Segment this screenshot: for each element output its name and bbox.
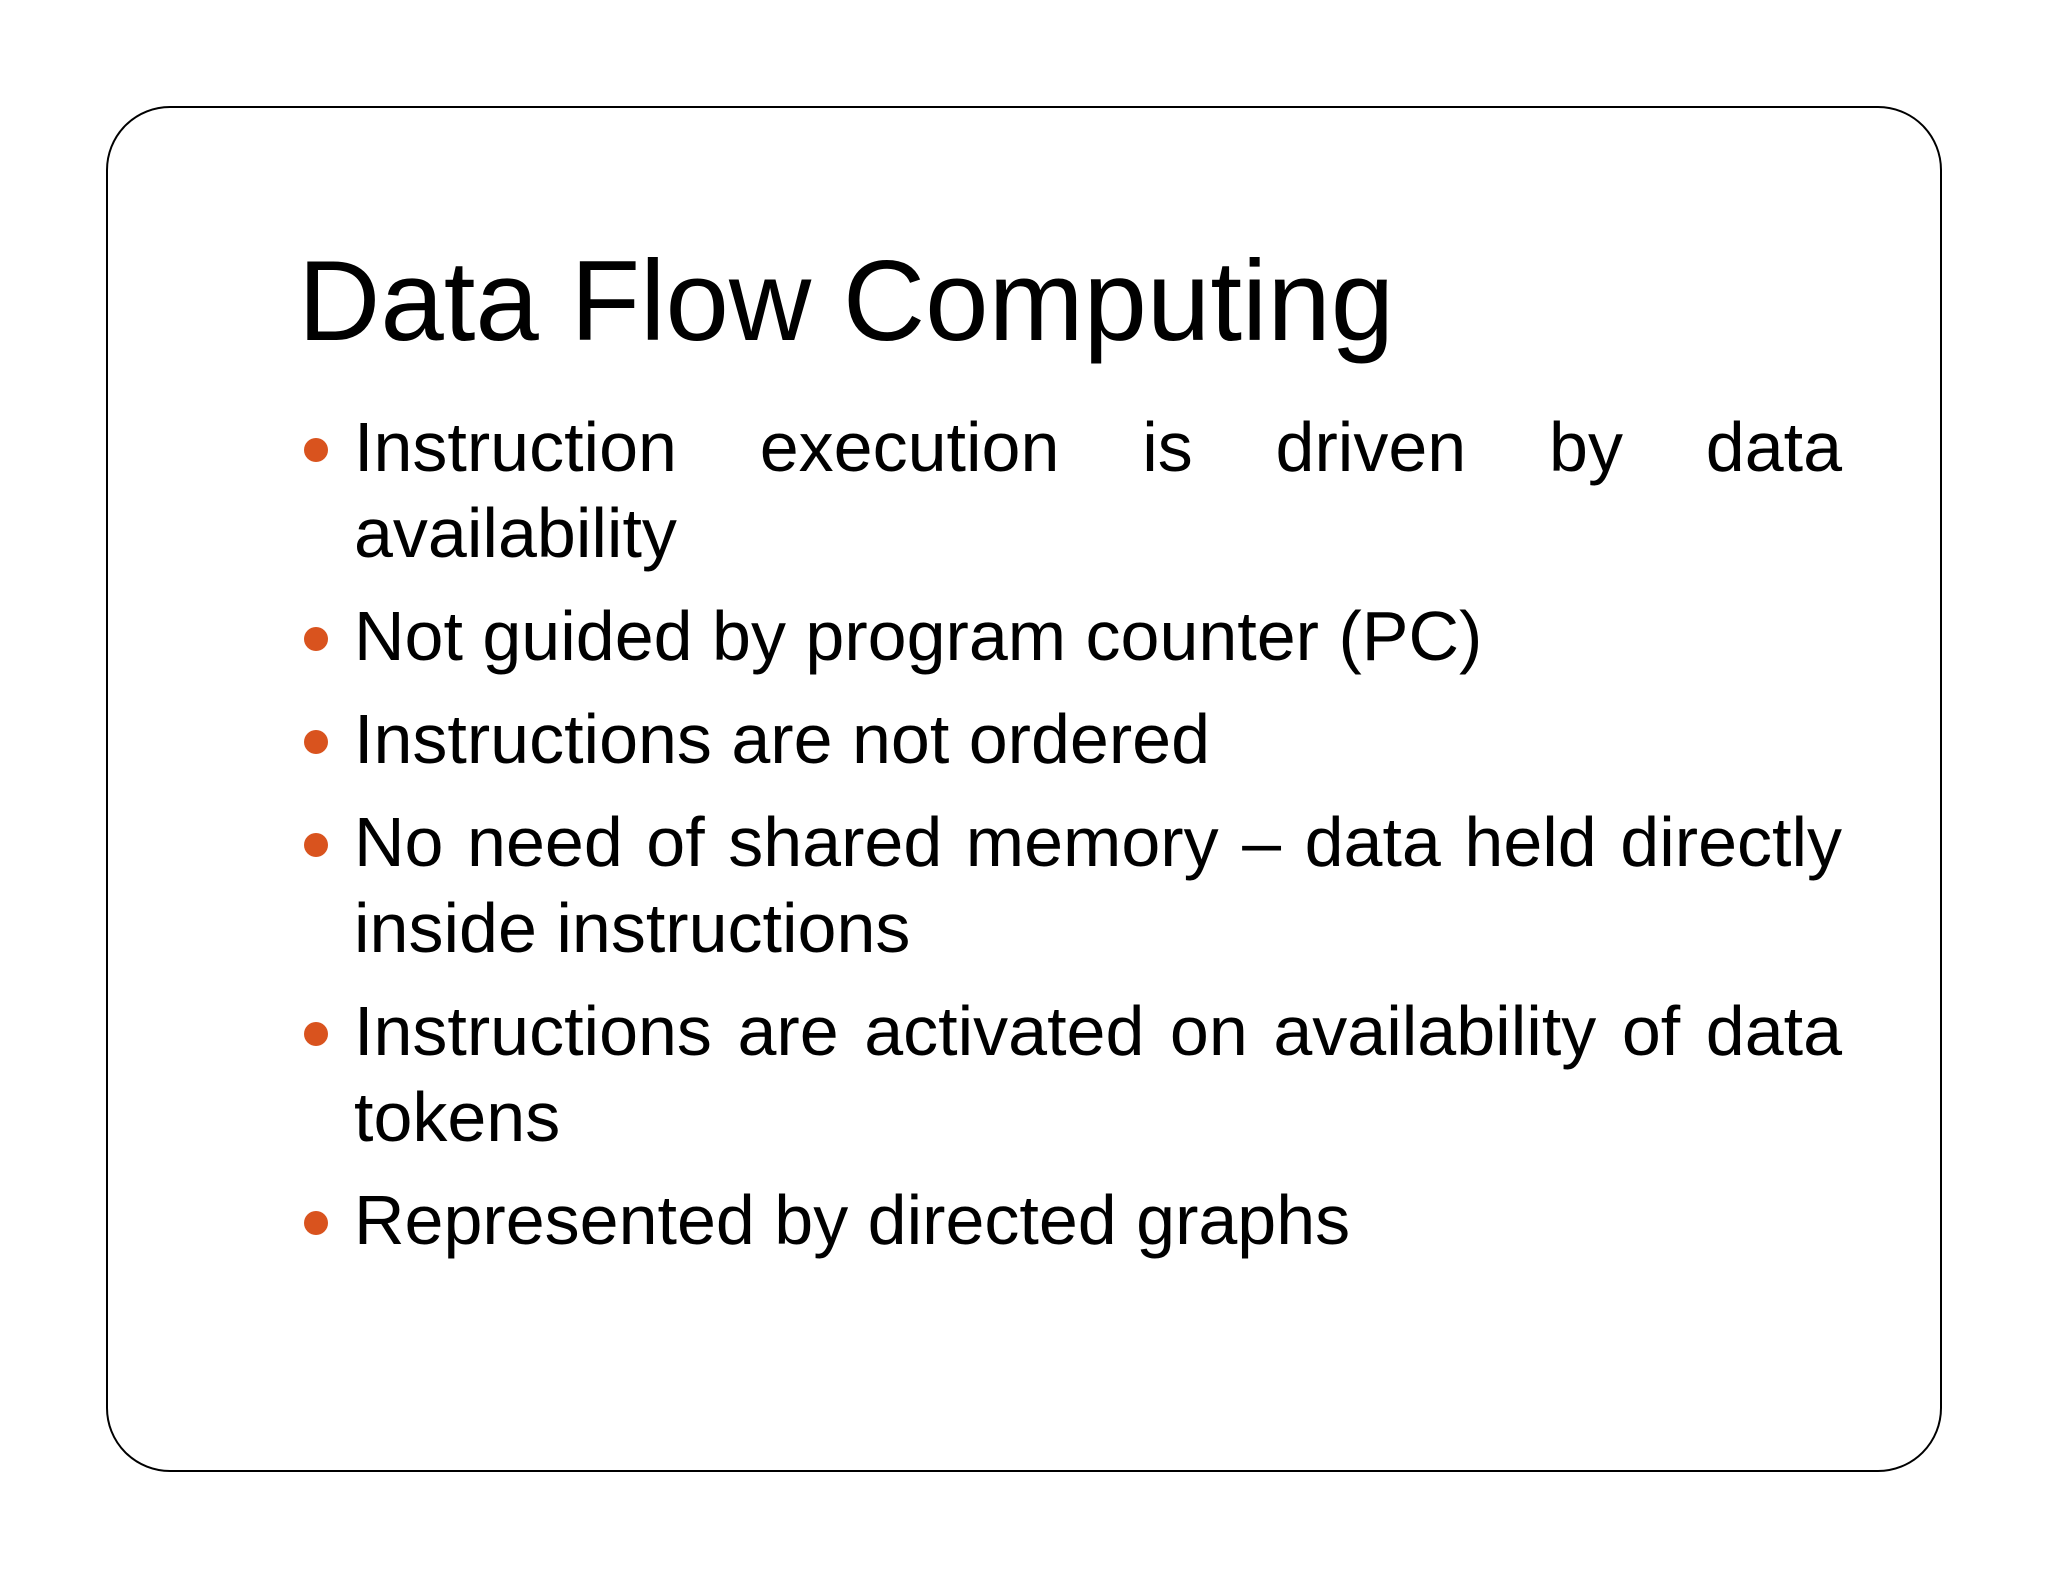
bullet-dot-icon <box>304 627 328 651</box>
bullet-text: Instructions are activated on availability of data tokens <box>354 992 1842 1156</box>
bullet-list <box>298 404 1842 1280</box>
bullet-text: Instruction execution is driven by data availability <box>354 408 1842 572</box>
bullet-item <box>298 799 1842 971</box>
bullet-item <box>298 1177 1842 1263</box>
bullet-item <box>298 404 1842 576</box>
bullet-text: No need of shared memory – data held directly inside instructions <box>354 803 1842 967</box>
bullet-text: Represented by directed graphs <box>354 1181 1351 1259</box>
bullet-item <box>298 593 1842 679</box>
bullet-dot-icon <box>304 833 328 857</box>
bullet-item <box>298 988 1842 1160</box>
bullet-dot-icon <box>304 730 328 754</box>
bullet-item <box>298 696 1842 782</box>
bullet-dot-icon <box>304 1022 328 1046</box>
bullet-text: Not guided by program counter (PC) <box>354 597 1483 675</box>
slide-title: Data Flow Computing <box>298 238 1395 365</box>
bullet-text: Instructions are not ordered <box>354 700 1211 778</box>
bullet-dot-icon <box>304 438 328 462</box>
bullet-dot-icon <box>304 1211 328 1235</box>
